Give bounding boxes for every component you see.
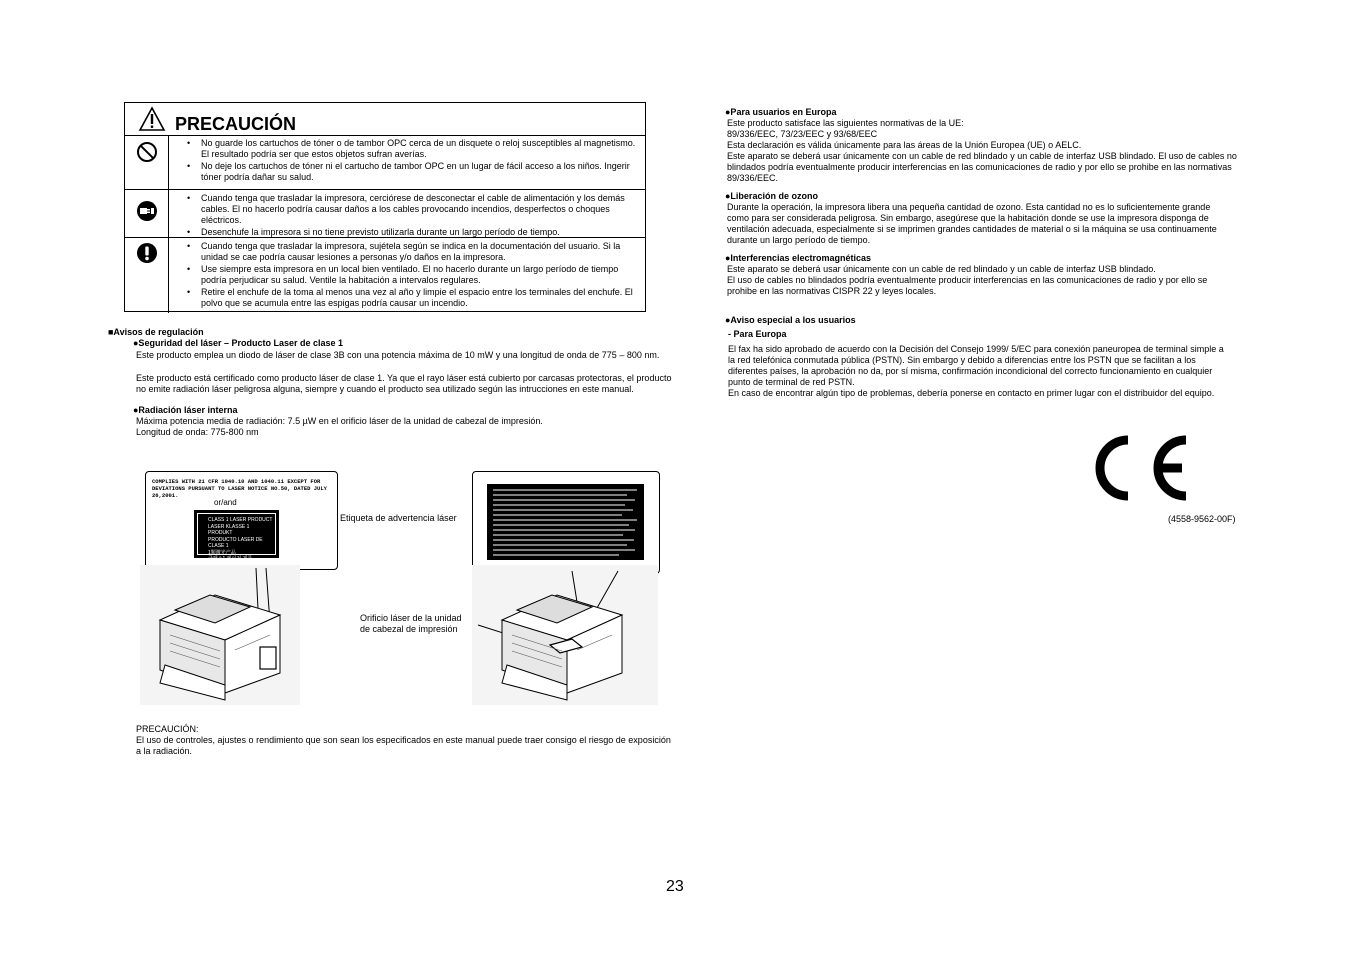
caution-row-unplug: [125, 190, 645, 238]
caution-list: [187, 138, 639, 184]
emi-heading: ●Interferencias electromagnéticas: [725, 253, 871, 263]
internal-radiation-line-1: Máxima potencia media de radiación: 7.5 µW en el orificio láser de la unidad de cabezal de impresión.: [136, 416, 543, 426]
precaution-note-text: El uso de controles, ajustes o rendimiento que son sean los especificados en este manual puede traer consigo el riesgo de exposición a la radiación.: [136, 735, 671, 756]
list-item: • Cuando tenga que trasladar la impresora, cerciórese de desconectar el cable de alimentación y los demás cables. El no hacerlo podría causar daños a los cables provocando incendios, desperfectos o choques eléctricos.: [187, 193, 639, 226]
laser-paragraph-1: Este producto emplea un diodo de láser de clase 3B con una potencia máxima de 10 mW y una longitud de onda de 775 – 800 nm.: [136, 350, 660, 360]
aperture-caption-line-1: Orificio láser de la unidad: [360, 613, 462, 623]
class1-laser-label: [194, 510, 279, 562]
compliance-text-line-1: COMPLIES WITH 21 CFR 1040.10 AND 1040.11 EXCEPT FOR: [152, 478, 321, 485]
europe-line-1: Este producto satisface las siguientes normativas de la UE:: [727, 118, 964, 128]
list-item: • Use siempre esta impresora en un local bien ventilado. El no hacerlo durante un largo período de tiempo podría perjudicar su salud. Ventile la habitación a intervalos regulares.: [187, 264, 639, 286]
internal-radiation-heading: ●Radiación láser interna: [133, 405, 238, 415]
laser-paragraph-2: Este producto está certificado como producto láser de clase 1. Ya que el rayo láser está cubierto por carcasas protectoras, el producto no emite radiación láser peligrosa alguna, siempre y cuando el producto sea utilizado según las intrucciones en este manual.: [136, 373, 672, 394]
ozone-text: Durante la operación, la impresora libera una pequeña cantidad de ozono. Esta cantidad no es lo suficientemente grande como para ser considerada peligrosa. Sin embargo, asegúrese que la habitación donde se use la impresora disponga de ventilación adecuada, especialmente si se imprimen grandes cantidades de material o si la máquina se usa continuamente durante un largo período de tiempo.: [727, 202, 1217, 245]
caution-title: PRECAUCIÓN: [175, 114, 297, 134]
europe-line-4: Este aparato se deberá usar únicamente con un cable de red blindado y un cable de interfaz USB blindado. El uso de cables no blindados podría eventualmente producir interferencias en las comunicaciones de radio y por ello se prohibe en las normativas 89/336/EEC.: [727, 151, 1237, 183]
compliance-text-line-2: DEVIATIONS PURSUANT TO LASER NOTICE NO.50, DATED JULY 26,2001.: [152, 485, 327, 499]
special-notice-paragraph-1: El fax ha sido aprobado de acuerdo con la Decisión del Consejo 1999/ 5/EC para conexión paneuropea de terminal simple a la red telefónica conmutada pública (PSTN). Sin embargo y debido a diferencias entre los PSTN que se facilitan a los diferentes países, la aprobación no da, por sí misma, confirmación incondicional del correcto funcionamiento en cualquier punto de terminal de red PSTN.: [728, 344, 1224, 387]
regulation-heading: ■Avisos de regulación: [108, 327, 204, 337]
class-line: 클래스1 레이저 제품: [208, 556, 253, 562]
printer-right-illustration: [472, 565, 658, 705]
warning-label-caption: Etiqueta de advertencia láser: [340, 513, 457, 523]
laser-compliance-label: [145, 471, 338, 570]
list-item: • No deje los cartuchos de tóner ni el cartucho de tambor OPC en un lugar de fácil acceso a los niños. Ingerir tóner podría dañar su salud.: [187, 161, 639, 183]
caution-header: [125, 103, 645, 136]
europe-line-2: 89/336/EEC, 73/23/EEC y 93/68/EEC: [727, 129, 878, 139]
caution-list: [187, 193, 639, 239]
laser-safety-heading: ●Seguridad del láser – Producto Laser de clase 1: [133, 338, 344, 348]
ozone-heading: ●Liberación de ozono: [725, 191, 818, 201]
list-item: • Desenchufe la impresora si no tiene previsto utilizarla durante un largo período de tiempo.: [187, 227, 639, 238]
list-item: • No guarde los cartuchos de tóner o de tambor OPC cerca de un disquete o reloj susceptibles al magnetismo. El resultado podría ser que estos objetos sufran averías.: [187, 138, 639, 160]
caution-row-handling: [125, 238, 645, 313]
printer-left-illustration: [140, 565, 300, 705]
unplug-icon: [136, 200, 158, 222]
warning-label-text-graphic: [487, 484, 644, 560]
special-notice-heading: ●Aviso especial a los usuarios: [725, 315, 856, 325]
page-number: 23: [666, 878, 684, 895]
exclamation-icon: [136, 242, 158, 264]
caution-box: [124, 102, 646, 312]
europe-line-3: Esta declaración es válida únicamente para las áreas de la Unión Europea (UE) o AELC.: [727, 140, 1082, 150]
class-line: LASER KLASSE 1 PRODUKT: [208, 523, 250, 536]
precaution-note-title: PRECAUCIÓN:: [136, 724, 199, 734]
aperture-caption-line-2: de cabezal de impresión: [360, 624, 458, 634]
caution-list: [187, 241, 639, 310]
laser-warning-label: [472, 471, 660, 574]
class-line: 1類激光产品: [208, 549, 236, 556]
class-line: CLASS 1 LASER PRODUCT: [208, 517, 273, 523]
list-item: • Retire el enchufe de la toma al menos una vez al año y limpie el espacio entre los terminales del enchufe. El polvo que se acumula entre las espigas podría causar un incendio.: [187, 287, 639, 309]
internal-radiation-line-2: Longitud de onda: 775-800 nm: [136, 427, 259, 437]
emi-line-1: Este aparato se deberá usar únicamente con un cable de red blindado y un cable de interfaz USB blindado.: [727, 264, 1156, 274]
warning-triangle-icon: [138, 106, 166, 132]
special-notice-paragraph-2: En caso de encontrar algún tipo de problemas, debería ponerse en contacto en primer lugar con el distribuidor del equipo.: [728, 388, 1215, 398]
caution-row-magnetism: [125, 135, 645, 190]
prohibited-icon: [136, 141, 158, 163]
special-notice-subheading: - Para Europa: [728, 329, 787, 339]
europe-heading: ●Para usuarios en Europa: [725, 107, 837, 117]
emi-line-2: El uso de cables no blindados podría eventualmente producir interferencias en las comunicaciones de radio y por ello se prohibe en las normativas CISPR 22 y leyes locales.: [727, 275, 1208, 296]
ce-code: (4558-9562-00F): [1168, 514, 1236, 524]
or-and-label: or/and: [214, 498, 237, 507]
list-item: • Cuando tenga que trasladar la impresora, sujétela según se indica en la documentación del usuario. Si la unidad se cae podría causar lesiones a personas y/o daños en la impresora.: [187, 241, 639, 263]
ce-mark-icon: [1092, 432, 1192, 504]
class-line: PRODUCTO LASER DE CLASE 1: [208, 536, 263, 549]
